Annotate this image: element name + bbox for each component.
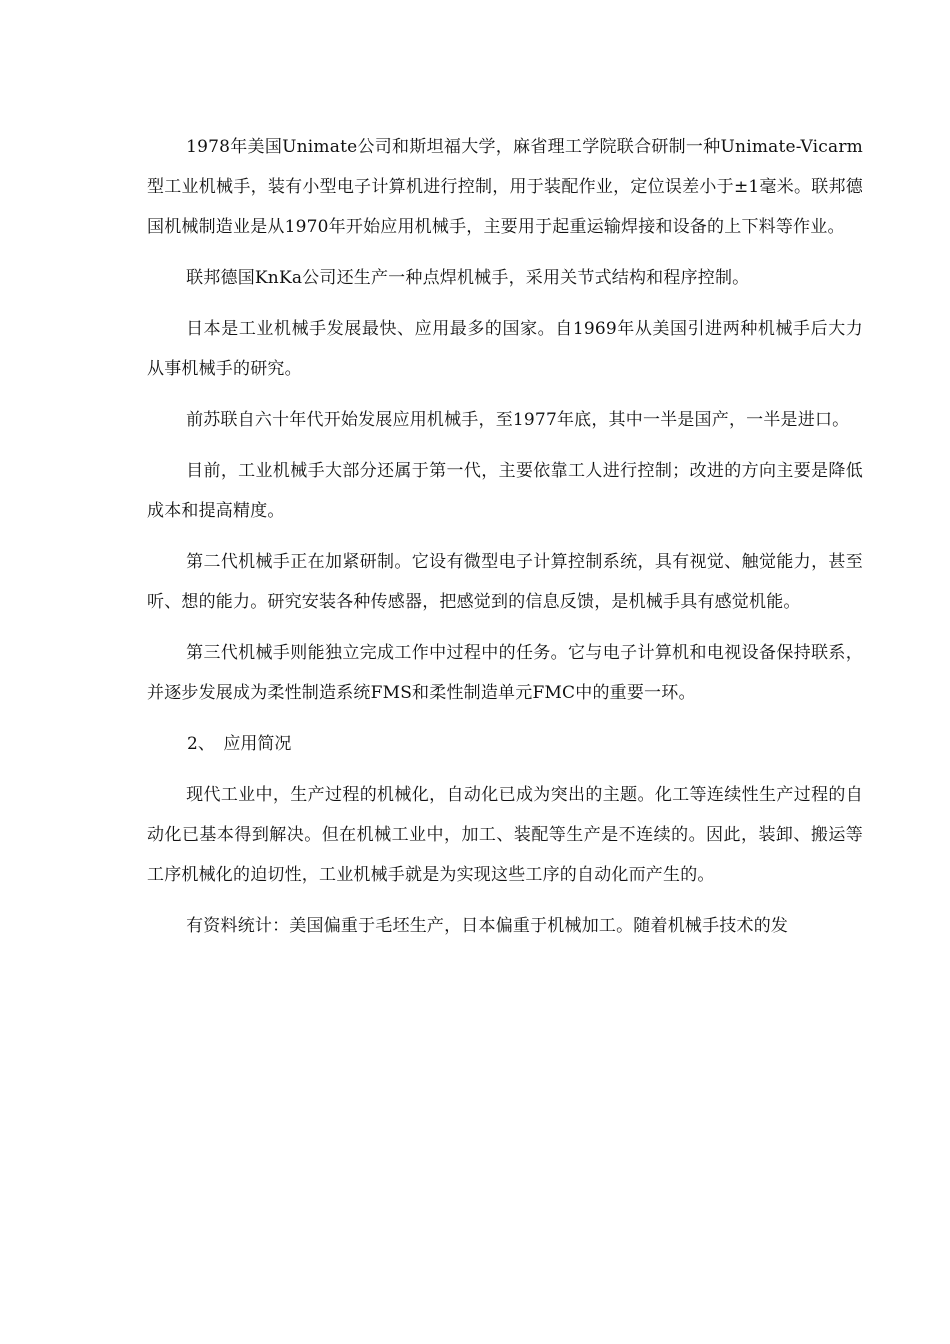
paragraph: 1978年美国Unimate公司和斯坦福大学，麻省理工学院联合研制一种Unimate-Vicarm型工业机械手，装有小型电子计算机进行控制，用于装配作业，定位误差小于±1毫米。联邦德国机械制造业是从1970年开始应用机械手，主要用于起重运输焊接和设备的上下料等作业。 — [147, 137, 863, 237]
paragraph: 现代工业中，生产过程的机械化，自动化已成为突出的主题。化工等连续性生产过程的自动化已基本得到解决。但在机械工业中，加工、装配等生产是不连续的。因此，装卸、搬运等工序机械化的迫切性，工业机械手就是为实现这些工序的自动化而产生的。 — [147, 785, 863, 885]
paragraph: 有资料统计：美国偏重于毛坯生产，日本偏重于机械加工。随着机械手技术的发 — [186, 916, 789, 936]
paragraph: 第三代机械手则能独立完成工作中过程中的任务。它与电子计算机和电视设备保持联系，并逐步发展成为柔性制造系统FMS和柔性制造单元FMC中的重要一环。 — [147, 643, 863, 703]
paragraph: 目前，工业机械手大部分还属于第一代，主要依靠工人进行控制；改进的方向主要是降低成本和提高精度。 — [147, 461, 863, 521]
paragraph: 第二代机械手正在加紧研制。它设有微型电子计算控制系统，具有视觉、触觉能力，甚至听、想的能力。研究安装各种传感器，把感觉到的信息反馈，是机械手具有感觉机能。 — [147, 552, 863, 612]
section-heading: 2、 应用简况 — [187, 734, 292, 754]
document-body — [147, 127, 863, 946]
paragraph: 日本是工业机械手发展最快、应用最多的国家。自1969年从美国引进两种机械手后大力从事机械手的研究。 — [147, 319, 863, 379]
paragraph: 联邦德国KnKa公司还生产一种点焊机械手，采用关节式结构和程序控制。 — [186, 268, 750, 288]
paragraph: 前苏联自六十年代开始发展应用机械手，至1977年底，其中一半是国产，一半是进口。 — [186, 410, 850, 430]
